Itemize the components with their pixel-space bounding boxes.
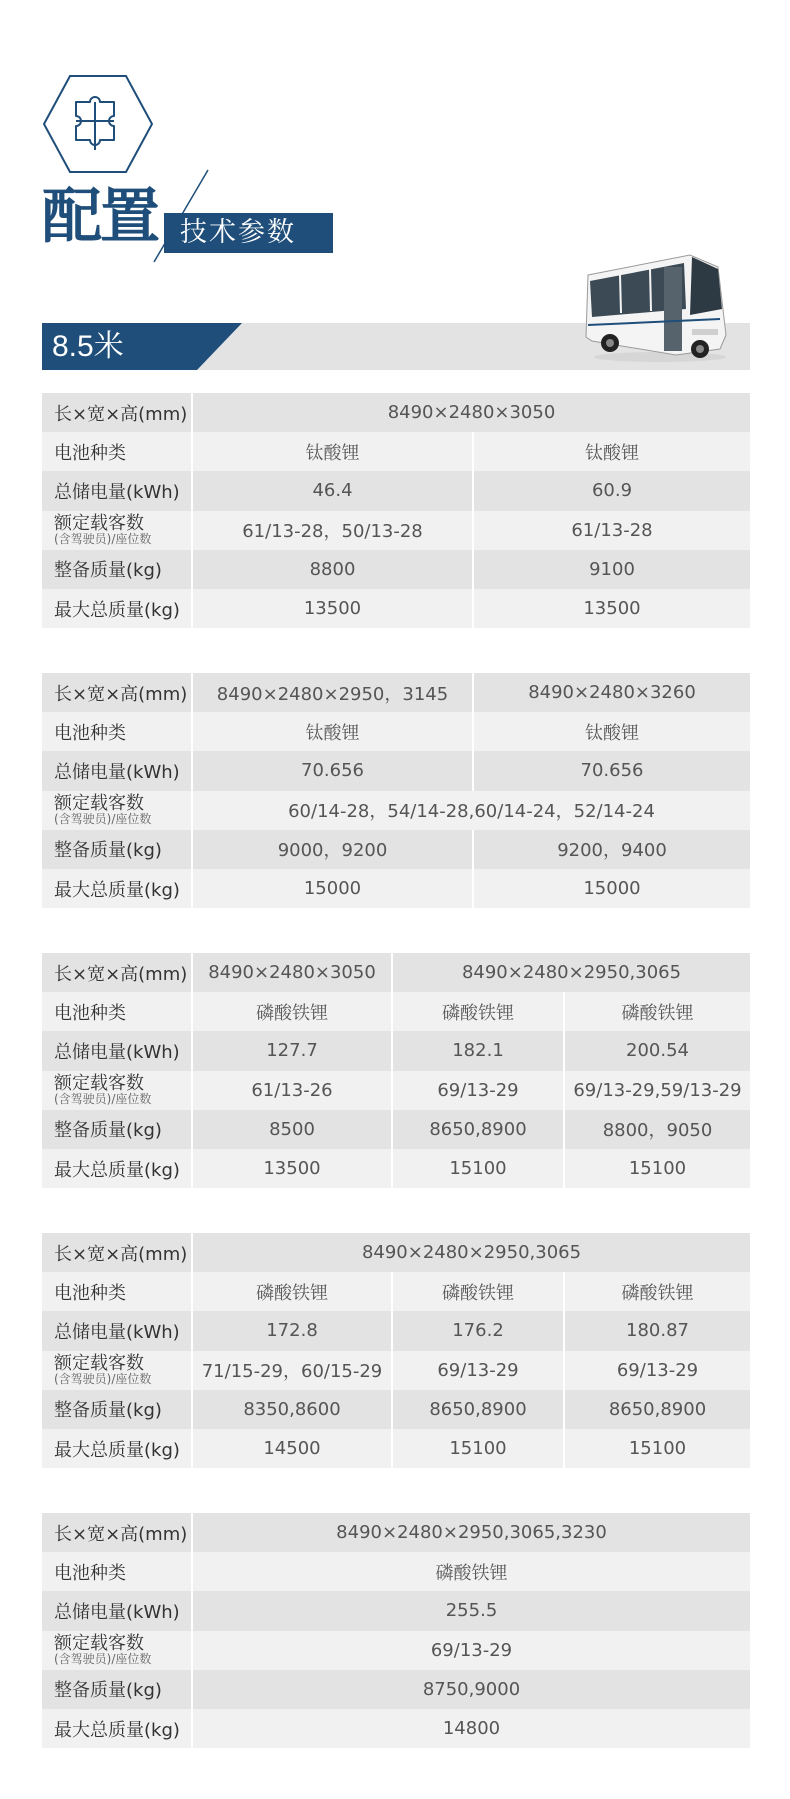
table-row xyxy=(42,1709,750,1748)
cell-value: 13500 xyxy=(192,589,473,628)
row-label-battery: 电池种类 xyxy=(42,432,192,471)
cell-value: 61/13-28，50/13-28 xyxy=(192,511,473,550)
cell-value: 61/13-26 xyxy=(192,1071,392,1110)
table-row xyxy=(42,1031,750,1070)
cell-value: 15100 xyxy=(392,1149,564,1188)
table-row xyxy=(42,1429,750,1468)
row-label-energy: 总储电量(kWh) xyxy=(42,1311,192,1350)
cell-value: 46.4 xyxy=(192,471,473,510)
cell-value: 磷酸铁锂 xyxy=(192,1272,392,1311)
cell-value: 69/13-29 xyxy=(192,1631,750,1670)
table-row xyxy=(42,1631,750,1670)
page-subtitle: 技术参数 xyxy=(164,213,333,253)
page-title: 配置 xyxy=(42,182,158,252)
passengers-label: 额定载客数 xyxy=(54,513,144,535)
cell-value: 13500 xyxy=(473,589,750,628)
cell-value: 70.656 xyxy=(192,751,473,790)
table-row xyxy=(42,1149,750,1188)
row-label-dimensions: 长×宽×高(mm) xyxy=(42,673,192,712)
cell-value: 8490×2480×2950,3065 xyxy=(392,953,750,992)
cell-value: 182.1 xyxy=(392,1031,564,1070)
cell-value: 钛酸锂 xyxy=(192,432,473,471)
spec-table-2 xyxy=(42,673,750,908)
passengers-label: 额定载客数 xyxy=(54,1073,144,1095)
table-row xyxy=(42,1351,750,1390)
cell-value: 磷酸铁锂 xyxy=(564,1272,750,1311)
cell-value: 8350,8600 xyxy=(192,1390,392,1429)
cell-value: 15000 xyxy=(192,869,473,908)
cell-value: 15100 xyxy=(564,1149,750,1188)
cell-value: 9100 xyxy=(473,550,750,589)
row-label-dimensions: 长×宽×高(mm) xyxy=(42,1513,192,1552)
cell-value: 60/14-28，54/14-28,60/14-24，52/14-24 xyxy=(192,791,750,830)
cell-value: 127.7 xyxy=(192,1031,392,1070)
cell-value: 180.87 xyxy=(564,1311,750,1350)
row-label-curb-weight: 整备质量(kg) xyxy=(42,1670,192,1709)
row-label-curb-weight: 整备质量(kg) xyxy=(42,830,192,869)
row-label-dimensions: 长×宽×高(mm) xyxy=(42,393,192,432)
cell-value: 8490×2480×2950,3065,3230 xyxy=(192,1513,750,1552)
row-label-passengers xyxy=(42,791,192,830)
table-row xyxy=(42,471,750,510)
spec-table-4 xyxy=(42,1233,750,1468)
cell-value: 磷酸铁锂 xyxy=(564,992,750,1031)
cell-value: 13500 xyxy=(192,1149,392,1188)
cell-value: 磷酸铁锂 xyxy=(392,992,564,1031)
cell-value: 15000 xyxy=(473,869,750,908)
row-label-curb-weight: 整备质量(kg) xyxy=(42,1110,192,1149)
cell-value: 8490×2480×3050 xyxy=(192,953,392,992)
cell-value: 8490×2480×3260 xyxy=(473,673,750,712)
passengers-label: 额定载客数 xyxy=(54,1633,144,1655)
puzzle-hexagon-icon xyxy=(42,74,154,174)
table-row xyxy=(42,393,750,432)
cell-value: 8490×2480×2950，3145 xyxy=(192,673,473,712)
row-label-passengers xyxy=(42,1351,192,1390)
row-label-battery: 电池种类 xyxy=(42,1272,192,1311)
table-row xyxy=(42,830,750,869)
cell-value: 69/13-29,59/13-29 xyxy=(564,1071,750,1110)
table-row xyxy=(42,1110,750,1149)
row-label-passengers xyxy=(42,511,192,550)
cell-value: 8500 xyxy=(192,1110,392,1149)
cell-value: 60.9 xyxy=(473,471,750,510)
table-row xyxy=(42,1670,750,1709)
row-label-max-weight: 最大总质量(kg) xyxy=(42,589,192,628)
row-label-passengers xyxy=(42,1631,192,1670)
cell-value: 8650,8900 xyxy=(564,1390,750,1429)
cell-value: 71/15-29，60/15-29 xyxy=(192,1351,392,1390)
table-row xyxy=(42,1071,750,1110)
spec-table-1 xyxy=(42,393,750,628)
cell-value: 9000，9200 xyxy=(192,830,473,869)
table-row xyxy=(42,869,750,908)
spec-table-5 xyxy=(42,1513,750,1748)
cell-value: 钛酸锂 xyxy=(473,432,750,471)
cell-value: 61/13-28 xyxy=(473,511,750,550)
cell-value: 8800 xyxy=(192,550,473,589)
row-label-max-weight: 最大总质量(kg) xyxy=(42,1149,192,1188)
row-label-passengers xyxy=(42,1071,192,1110)
passengers-sublabel: (含驾驶员)/座位数 xyxy=(54,532,152,547)
table-row xyxy=(42,992,750,1031)
table-row xyxy=(42,751,750,790)
table-row xyxy=(42,1390,750,1429)
row-label-dimensions: 长×宽×高(mm) xyxy=(42,1233,192,1272)
cell-value: 8650,8900 xyxy=(392,1110,564,1149)
bus-image xyxy=(580,245,730,365)
row-label-battery: 电池种类 xyxy=(42,1552,192,1591)
cell-value: 15100 xyxy=(392,1429,564,1468)
cell-value: 14500 xyxy=(192,1429,392,1468)
passengers-sublabel: (含驾驶员)/座位数 xyxy=(54,1372,152,1387)
table-row xyxy=(42,953,750,992)
table-row xyxy=(42,432,750,471)
table-row xyxy=(42,1513,750,1552)
cell-value: 8490×2480×2950,3065 xyxy=(192,1233,750,1272)
cell-value: 69/13-29 xyxy=(392,1351,564,1390)
spec-table-3 xyxy=(42,953,750,1188)
row-label-max-weight: 最大总质量(kg) xyxy=(42,869,192,908)
table-row xyxy=(42,1233,750,1272)
table-row xyxy=(42,791,750,830)
passengers-sublabel: (含驾驶员)/座位数 xyxy=(54,812,152,827)
cell-value: 176.2 xyxy=(392,1311,564,1350)
cell-value: 70.656 xyxy=(473,751,750,790)
row-label-energy: 总储电量(kWh) xyxy=(42,1031,192,1070)
cell-value: 14800 xyxy=(192,1709,750,1748)
row-label-energy: 总储电量(kWh) xyxy=(42,471,192,510)
cell-value: 钛酸锂 xyxy=(473,712,750,751)
row-label-max-weight: 最大总质量(kg) xyxy=(42,1709,192,1748)
table-row xyxy=(42,1552,750,1591)
cell-value: 15100 xyxy=(564,1429,750,1468)
cell-value: 255.5 xyxy=(192,1591,750,1630)
row-label-dimensions: 长×宽×高(mm) xyxy=(42,953,192,992)
cell-value: 69/13-29 xyxy=(392,1071,564,1110)
row-label-max-weight: 最大总质量(kg) xyxy=(42,1429,192,1468)
cell-value: 8750,9000 xyxy=(192,1670,750,1709)
table-row xyxy=(42,673,750,712)
cell-value: 9200，9400 xyxy=(473,830,750,869)
row-label-curb-weight: 整备质量(kg) xyxy=(42,550,192,589)
row-label-battery: 电池种类 xyxy=(42,992,192,1031)
table-row xyxy=(42,589,750,628)
cell-value: 磷酸铁锂 xyxy=(392,1272,564,1311)
row-label-battery: 电池种类 xyxy=(42,712,192,751)
passengers-label: 额定载客数 xyxy=(54,793,144,815)
table-row xyxy=(42,712,750,751)
model-label: 8.5米 xyxy=(52,330,124,363)
passengers-sublabel: (含驾驶员)/座位数 xyxy=(54,1092,152,1107)
row-label-energy: 总储电量(kWh) xyxy=(42,751,192,790)
cell-value: 69/13-29 xyxy=(564,1351,750,1390)
table-row xyxy=(42,511,750,550)
cell-value: 200.54 xyxy=(564,1031,750,1070)
table-row xyxy=(42,1272,750,1311)
row-label-curb-weight: 整备质量(kg) xyxy=(42,1390,192,1429)
passengers-label: 额定载客数 xyxy=(54,1353,144,1375)
cell-value: 磷酸铁锂 xyxy=(192,1552,750,1591)
table-row xyxy=(42,1591,750,1630)
row-label-energy: 总储电量(kWh) xyxy=(42,1591,192,1630)
cell-value: 172.8 xyxy=(192,1311,392,1350)
table-row xyxy=(42,1311,750,1350)
passengers-sublabel: (含驾驶员)/座位数 xyxy=(54,1652,152,1667)
cell-value: 钛酸锂 xyxy=(192,712,473,751)
cell-value: 磷酸铁锂 xyxy=(192,992,392,1031)
cell-value: 8800，9050 xyxy=(564,1110,750,1149)
cell-value: 8490×2480×3050 xyxy=(192,393,750,432)
cell-value: 8650,8900 xyxy=(392,1390,564,1429)
table-row xyxy=(42,550,750,589)
